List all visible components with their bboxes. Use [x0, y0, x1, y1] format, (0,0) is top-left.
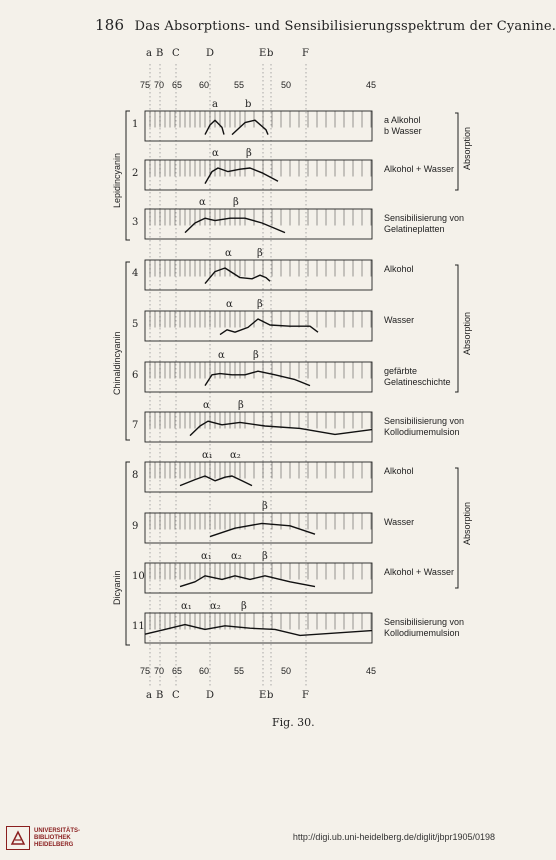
peak-label-7-0: α₁	[202, 450, 213, 461]
group-name-1: Chinaldincyanin	[112, 331, 122, 395]
group-bracket-2	[126, 462, 130, 645]
fraunhofer-bottom-2: C	[172, 690, 180, 701]
fraunhofer-top-6: F	[302, 48, 309, 59]
absorption-curve-0	[205, 120, 268, 134]
peak-label-9-1: α₂	[231, 551, 242, 562]
group-bracket-0	[126, 111, 130, 240]
peak-label-0-0: a	[212, 99, 218, 110]
scale-top-4: 55	[234, 80, 245, 90]
row-frame-3	[145, 260, 372, 290]
peak-label-4-1: β	[257, 299, 263, 310]
row-caption-2-0: Sensibilisierung von	[384, 213, 465, 223]
row-number-6: 7	[132, 420, 139, 431]
peak-label-1-0: α	[212, 148, 219, 159]
row-number-10: 11	[132, 621, 145, 632]
library-name-1: UNIVERSITÄTS-	[34, 827, 81, 834]
row-number-3: 4	[132, 268, 139, 279]
peak-label-10-1: α₂	[210, 601, 221, 612]
peak-label-5-0: α	[218, 350, 225, 361]
absorption-bracket-1	[455, 265, 458, 392]
figure-caption: Fig. 30.	[272, 716, 315, 729]
row-caption-6-1: Kollodiumemulsion	[384, 427, 460, 437]
peak-label-6-0: α	[203, 400, 210, 411]
fraunhofer-bottom-6: F	[302, 690, 309, 701]
fraunhofer-bottom-3: D	[206, 690, 215, 701]
row-frame-7	[145, 462, 372, 492]
absorption-bracket-2	[455, 468, 458, 588]
peak-label-10-2: β	[241, 601, 247, 612]
row-frame-2	[145, 209, 372, 239]
row-number-4: 5	[132, 319, 139, 330]
scale-top-1: 70	[154, 80, 165, 90]
group-bracket-1	[126, 262, 130, 440]
absorption-bracket-0	[455, 113, 458, 190]
peak-label-3-0: α	[225, 248, 232, 259]
row-caption-9-0: Alkohol + Wasser	[384, 567, 454, 577]
library-logo	[6, 826, 80, 850]
row-frame-4	[145, 311, 372, 341]
library-name-2: BIBLIOTHEK	[34, 834, 71, 841]
absorption-label-1: Absorption	[462, 311, 472, 355]
absorption-curve-10	[145, 625, 372, 636]
row-caption-4-0: Wasser	[384, 315, 415, 325]
fraunhofer-bottom-4: E	[259, 690, 267, 701]
row-number-8: 9	[132, 521, 139, 532]
row-frame-1	[145, 160, 372, 190]
row-frame-6	[145, 412, 372, 442]
row-caption-0-1: b Wasser	[384, 126, 422, 136]
peak-label-7-1: α₂	[230, 450, 241, 461]
peak-label-1-1: β	[246, 148, 252, 159]
fraunhofer-bottom-0: a	[146, 690, 152, 701]
group-name-0: Lepidincyanin	[112, 152, 122, 208]
row-caption-5-0: gefärbte	[384, 366, 418, 376]
peak-label-3-1: β	[257, 248, 263, 259]
fraunhofer-top-0: a	[146, 48, 152, 59]
fraunhofer-bottom-5: b	[267, 690, 274, 701]
row-frame-0	[145, 111, 372, 141]
scale-top-5: 50	[281, 80, 292, 90]
row-caption-5-1: Gelatineschichte	[384, 377, 451, 387]
source-url[interactable]: http://digi.ub.uni-heidelberg.de/diglit/jbpr1905/0198	[292, 832, 495, 842]
row-number-7: 8	[132, 470, 139, 481]
peak-label-10-0: α₁	[181, 601, 192, 612]
row-number-1: 2	[132, 168, 139, 179]
scale-bottom-3: 60	[199, 666, 210, 676]
scale-bottom-5: 50	[281, 666, 292, 676]
fraunhofer-top-2: C	[172, 48, 180, 59]
peak-label-0-1: b	[245, 99, 252, 110]
row-number-0: 1	[132, 119, 139, 130]
row-frame-5	[145, 362, 372, 392]
row-caption-10-1: Kollodiumemulsion	[384, 628, 460, 638]
fraunhofer-bottom-1: B	[156, 690, 164, 701]
peak-label-9-2: β	[262, 551, 268, 562]
row-caption-1-0: Alkohol + Wasser	[384, 164, 454, 174]
absorption-curve-4	[220, 319, 318, 335]
library-name-3: HEIDELBERG	[34, 841, 74, 848]
absorption-label-2: Absorption	[462, 501, 472, 545]
peak-label-2-0: α	[199, 197, 206, 208]
row-caption-10-0: Sensibilisierung von	[384, 617, 465, 627]
scale-bottom-1: 70	[154, 666, 165, 676]
row-caption-3-0: Alkohol	[384, 264, 414, 274]
peak-label-2-1: β	[233, 197, 239, 208]
scale-bottom-6: 45	[366, 666, 377, 676]
row-frame-8	[145, 513, 372, 543]
peak-label-8-0: β	[262, 501, 268, 512]
absorption-curve-1	[205, 168, 278, 184]
absorption-curve-7	[180, 476, 252, 486]
row-number-5: 6	[132, 370, 139, 381]
library-seal-icon	[6, 826, 30, 850]
peak-label-4-0: α	[226, 299, 233, 310]
scale-top-3: 60	[199, 80, 210, 90]
row-caption-8-0: Wasser	[384, 517, 415, 527]
scale-top-0: 75	[140, 80, 151, 90]
peak-label-9-0: α₁	[201, 551, 212, 562]
row-number-9: 10	[132, 571, 145, 582]
row-number-2: 3	[132, 217, 139, 228]
row-caption-7-0: Alkohol	[384, 466, 414, 476]
page-number: 186	[95, 16, 125, 34]
scale-top-6: 45	[366, 80, 377, 90]
fraunhofer-top-4: E	[259, 48, 267, 59]
absorption-label-0: Absorption	[462, 126, 472, 170]
absorption-curve-5	[205, 371, 310, 385]
peak-label-6-1: β	[238, 400, 244, 411]
fraunhofer-top-3: D	[206, 48, 215, 59]
scale-bottom-0: 75	[140, 666, 151, 676]
row-caption-2-1: Gelatineplatten	[384, 224, 445, 234]
row-caption-0-0: a Alkohol	[384, 115, 421, 125]
group-name-2: Dicyanin	[112, 570, 122, 605]
peak-label-5-1: β	[253, 350, 259, 361]
scale-top-2: 65	[172, 80, 183, 90]
fraunhofer-top-1: B	[156, 48, 164, 59]
scale-bottom-2: 65	[172, 666, 183, 676]
fraunhofer-top-5: b	[267, 48, 274, 59]
row-caption-6-0: Sensibilisierung von	[384, 416, 465, 426]
scale-bottom-4: 55	[234, 666, 245, 676]
running-title: Das Absorptions- und Sensibilisierungsspektrum der Cyanine.	[134, 19, 556, 34]
